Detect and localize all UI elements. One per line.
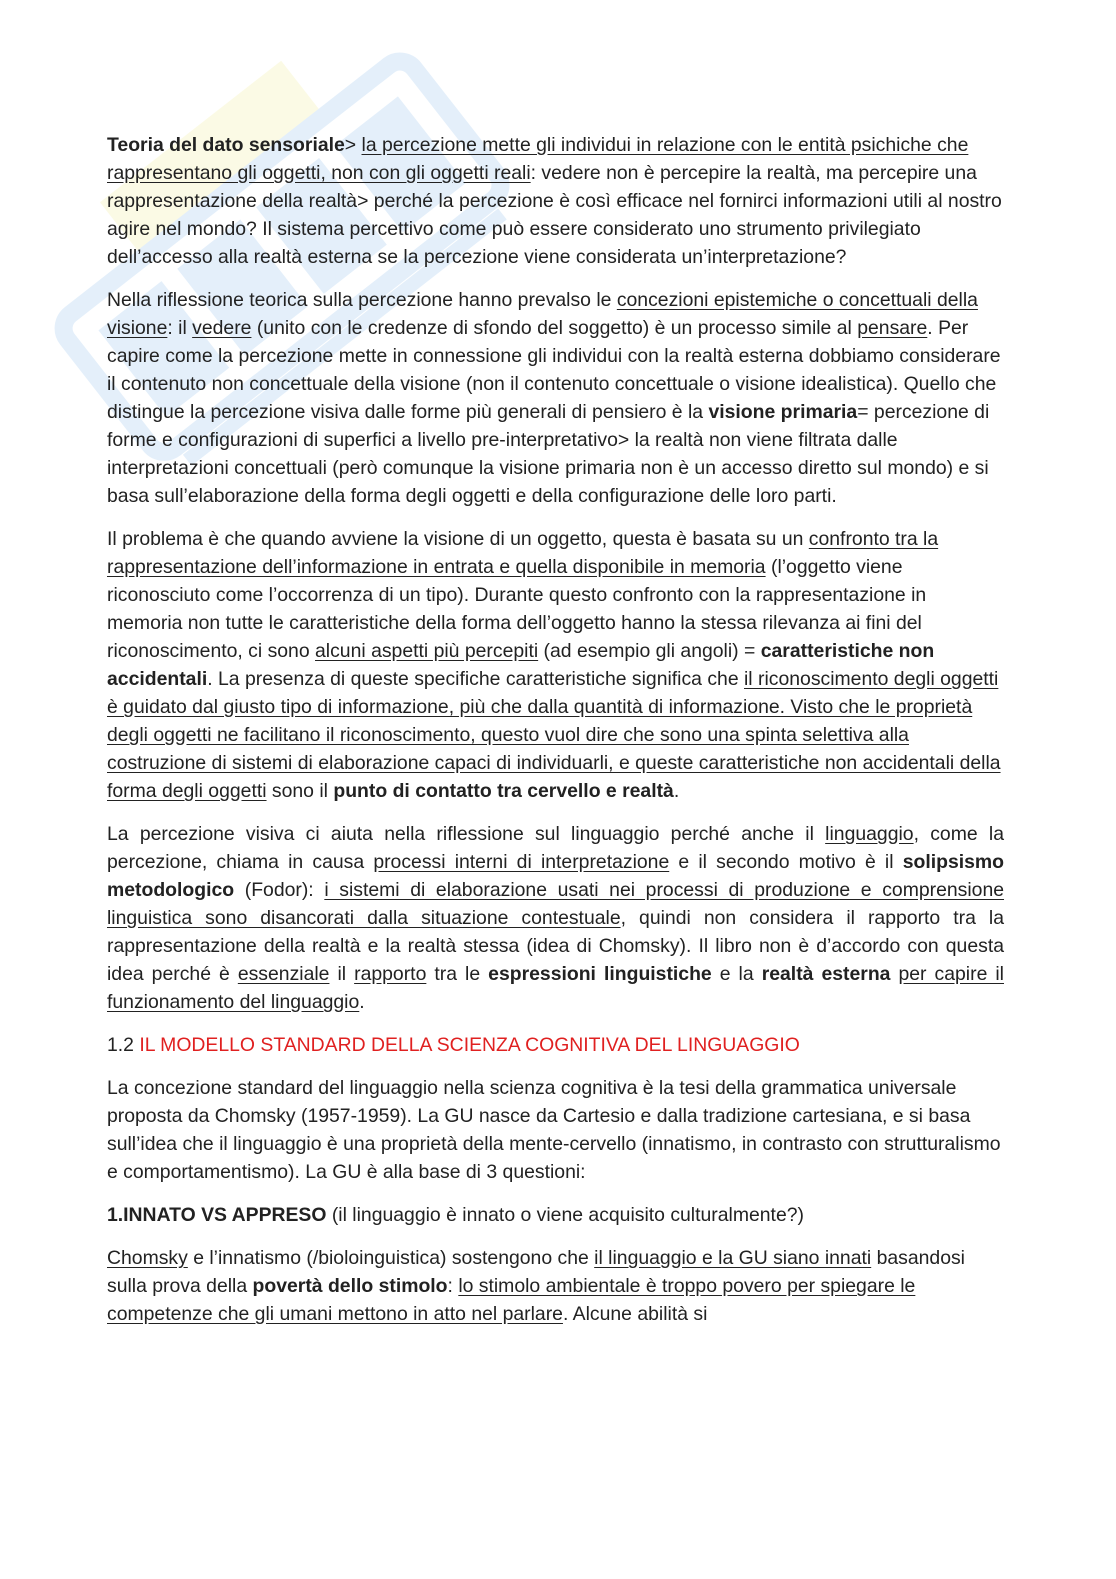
underlined-text: la percezione mette gli individui in relazione con le entità psichiche che rappresentano gli oggetti, non con gli oggetti reali — [107, 134, 969, 184]
underlined-text: i sistemi di elaborazione usati nei processi di produzione e comprensione linguistica sono disancorati dalla situazione contestuale — [107, 879, 1005, 929]
text-run: basandosi sulla prova della — [107, 1247, 965, 1297]
paragraph-7 — [107, 1244, 1004, 1328]
bold-term: Teoria del dato sensoriale — [107, 134, 345, 156]
text-run: : il — [167, 317, 193, 339]
text-run: il — [329, 963, 355, 985]
underlined-text: confronto tra la rappresentazione dell’informazione in entrata e quella disponibile in memoria — [107, 528, 939, 578]
underlined-text: linguaggio — [825, 823, 914, 845]
text-run: sono il — [266, 780, 334, 802]
text-run: . Alcune abilità si — [562, 1303, 708, 1325]
text-run: . — [359, 991, 365, 1013]
text-run: La percezione visiva ci aiuta nella riflessione sul linguaggio perché anche il — [107, 823, 826, 845]
bold-term: visione primaria — [708, 401, 858, 423]
underlined-text: lo stimolo ambientale è troppo povero per spiegare le competenze che gli umani mettono in atto nel parlare — [107, 1275, 916, 1325]
paragraph-1 — [107, 131, 1004, 271]
underlined-text: rapporto — [354, 963, 427, 985]
paragraph-3 — [107, 525, 1004, 805]
text-run: . — [673, 780, 680, 802]
underlined-text: essenziale — [237, 963, 330, 985]
bold-term: povertà dello stimolo — [252, 1275, 448, 1297]
bold-term: solipsismo metodologico — [107, 851, 1004, 901]
bold-term: espressioni linguistiche — [488, 963, 712, 985]
underlined-text: per capire il funzionamento del linguaggio — [107, 963, 1004, 1013]
text-run: e il secondo motivo è il — [669, 851, 903, 873]
underlined-text: Chomsky — [107, 1247, 188, 1269]
text-run: (unito con le credenze di sfondo del soggetto) è un processo simile al — [251, 317, 858, 339]
text-run: : — [447, 1275, 459, 1297]
bold-term: 1.INNATO VS APPRESO — [107, 1204, 327, 1226]
text-run: = percezione di forme e configurazioni di superfici a livello pre-interpretativo> la realtà non viene filtrata dalle interpretazioni concettuali (però comunque la visione primaria non è un accesso diretto sul mondo) e si basa sull’elaborazione della forma degli oggetti e della configurazione delle loro parti. — [107, 401, 990, 507]
underlined-text: vedere — [192, 317, 252, 339]
text-run: . Per capire come la percezione mette in connessione gli individui con la realtà esterna dobbiamo considerare il contenuto non concettuale della visione (non il contenuto concettuale o visione idealistica). Quello che distingue la percezione visiva dalle forme più generali di pensiero è la — [107, 317, 1001, 423]
paragraph-6 — [107, 1201, 1004, 1229]
text-run: . La presenza di queste specifiche caratteristiche significa che — [207, 668, 744, 690]
bold-term: realtà esterna — [761, 963, 891, 985]
text-run: : vedere non è percepire la realtà, ma percepire una rappresentazione della realtà> perché la percezione è così efficace nel fornirci informazioni utili al nostro agire nel mondo? Il sistema percettivo come può essere considerato uno strumento privilegiato dell’accesso alla realtà esterna se la percezione viene considerata un’interpretazione? — [107, 162, 1002, 268]
text-run: tra le — [426, 963, 489, 985]
text-run: e la — [711, 963, 762, 985]
underlined-text: il riconoscimento degli oggetti è guidato dal giusto tipo di informazione, più che dalla quantità di informazione. Visto che le proprietà degli oggetti ne facilitano il riconoscimento, questo vuol dire che sono una spinta selettiva alla costruzione di sistemi di elaborazione capaci di individuarli, e queste caratteristiche non accidentali della forma degli oggetti — [107, 668, 1001, 802]
paragraph-5 — [107, 1074, 1004, 1186]
paragraph-2 — [107, 286, 1004, 510]
underlined-text: il linguaggio e la GU siano innati — [594, 1247, 872, 1269]
text-run: (il linguaggio è innato o viene acquisito culturalmente?) — [326, 1204, 804, 1226]
underlined-text: pensare — [857, 317, 928, 339]
text-run: > — [344, 134, 362, 156]
underlined-text: concezioni epistemiche o concettuali della visione — [107, 289, 978, 339]
underlined-text: processi interni di interpretazione — [373, 851, 670, 873]
section-heading — [107, 1031, 1004, 1059]
text-run: Il problema è che quando avviene la visione di un oggetto, questa è basata su un — [107, 528, 809, 550]
text-run: (Fodor): — [234, 879, 325, 901]
section-number: 1.2 — [107, 1034, 140, 1056]
text-run: (l’oggetto viene riconosciuto come l’occorrenza di un tipo). Durante questo confronto con la rappresentazione in memoria non tutte le caratteristiche della forma dell’oggetto hanno la stessa rilevanza ai fini del riconoscimento, ci sono — [107, 556, 927, 662]
text-run: (ad esempio gli angoli) = — [538, 640, 761, 662]
text-run: Nella riflessione teorica sulla percezione hanno prevalso le — [107, 289, 617, 311]
text-run: , come la percezione, chiama in causa — [107, 823, 1004, 873]
text-run: La concezione standard del linguaggio nella scienza cognitiva è la tesi della grammatica universale proposta da Chomsky (1957-1959). La GU nasce da Cartesio e dalla tradizione cartesiana, e si basa sull’idea che il linguaggio è una proprietà della mente-cervello (innatismo, in contrasto con strutturalismo e comportamentismo). La GU è alla base di 3 questioni: — [107, 1077, 1001, 1183]
text-run: , quindi non considera il rapporto tra la rappresentazione della realtà e la realtà stessa (idea di Chomsky). Il libro non è d’accordo con questa idea perché è — [107, 907, 1004, 985]
underlined-text: alcuni aspetti più percepiti — [315, 640, 539, 662]
bold-term: punto di contatto tra cervello e realtà — [333, 780, 674, 802]
text-run: e l’innatismo (/bioloinguistica) sostengono che — [187, 1247, 595, 1269]
document-page — [107, 131, 1004, 1343]
paragraph-4 — [107, 820, 1004, 1016]
bold-term: caratteristiche non accidentali — [107, 640, 935, 690]
section-title: IL MODELLO STANDARD DELLA SCIENZA COGNITIVA DEL LINGUAGGIO — [139, 1034, 800, 1056]
